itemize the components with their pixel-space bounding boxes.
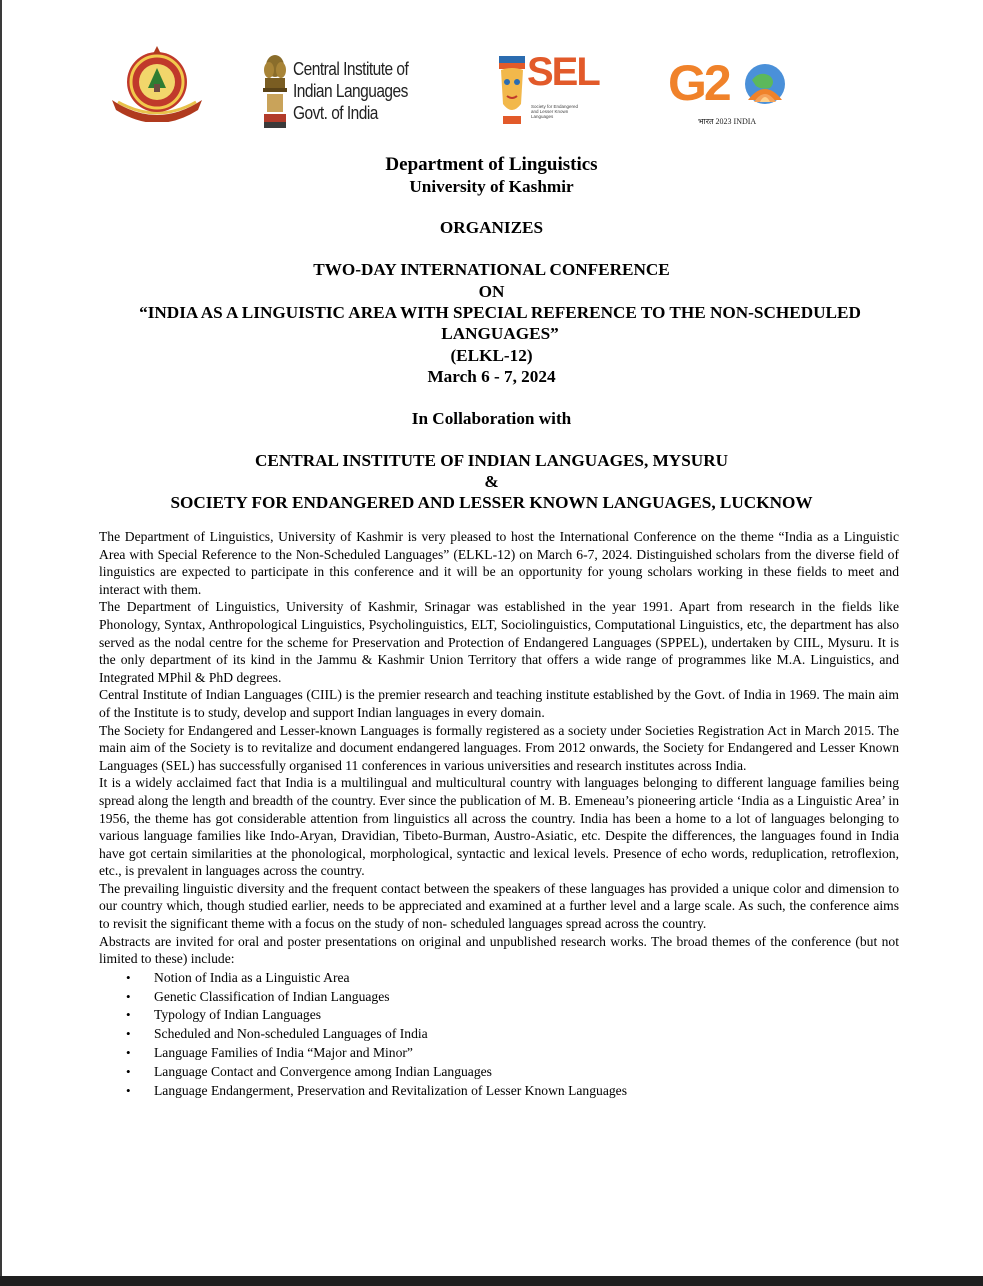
globe-lotus-icon [740, 60, 790, 110]
bullet-icon: • [126, 1007, 131, 1023]
g20-logo [668, 55, 792, 134]
theme-label: Language Families of India “Major and Minor” [154, 1045, 413, 1061]
ciil-logo [259, 50, 439, 134]
ciil-line-2: Indian Languages [293, 81, 408, 101]
paragraph-department: The Department of Linguistics, University of Kashmir, Srinagar was established in the year 1991. Apart from research in the fields like Phonology, Syntax, Anthropological Linguistics, Psycholinguistics, ELT, Sociolinguistics, Computational Linguistics, etc, the department has also served as the nodal centre for the scheme for Preservation and Protection of Endangered Languages (SPPEL), undertaken by CIIL, Mysuru. It is the only department of its kind in the Jammu & Kashmir Union Territory that offers a wide range of programmes like M.A. Linguistics, and Integrated MPhil & PhD degrees. [99, 599, 899, 685]
theme-label: Notion of India as a Linguistic Area [154, 969, 350, 985]
bullet-icon: • [126, 988, 131, 1004]
g20-mark [668, 54, 729, 112]
paragraph-sel: The Society for Endangered and Lesser-known Languages is formally registered as a society under Societies Registration Act in March 2015. The main aim of the Society is to revitalize and document endangered languages. From 2012 onwards, the Society for Endangered and Lesser Known Languages (SEL) has successfully organised 11 conferences in various universities and research institutes across India. [99, 722, 899, 773]
bullet-icon: • [126, 1082, 131, 1098]
organizes-heading: ORGANIZES [439, 218, 544, 237]
themes-list [99, 969, 899, 1101]
theme-label: Scheduled and Non-scheduled Languages of India [154, 1026, 428, 1042]
list-item [99, 969, 899, 988]
conference-heading: TWO-DAY INTERNATIONAL CONFERENCE [313, 260, 670, 279]
partner-sel: SOCIETY FOR ENDANGERED AND LESSER KNOWN LANGUAGES, LUCKNOW [170, 493, 813, 512]
page-bottom-bar [0, 1276, 983, 1286]
bullet-icon: • [126, 1045, 131, 1061]
paragraph-ciil: Central Institute of Indian Languages (CIIL) is the premier research and teaching institute established by the Govt. of India in 1969. The main aim of the Institute is to study, develop and support Indian languages in every domain. [99, 687, 899, 720]
g20-mark-letters: G2 [668, 55, 729, 111]
bullet-icon: • [126, 969, 131, 985]
department-heading: Department of Linguistics [385, 154, 598, 175]
paragraph-diversity: The prevailing linguistic diversity and the frequent contact between the speakers of these languages has provided a unique color and dimension to our country which, though studied earlier, needs to be appreciated and examined at a further level and a large scale. As such, the conference aims to revisit the significant theme with a focus on the study of non- scheduled languages spread across the country. [99, 880, 899, 932]
university-of-kashmir-logo [108, 44, 206, 122]
list-item [99, 1025, 899, 1044]
sel-subtitle: Society for Endangered and Lesser Known Languages [531, 104, 579, 119]
university-emblem-icon [108, 44, 206, 122]
ciil-logo-text [293, 58, 408, 124]
theme-label: Genetic Classification of Indian Languages [154, 988, 390, 1004]
list-item [99, 988, 899, 1007]
list-item [99, 1063, 899, 1082]
collaboration-heading: In Collaboration with [411, 409, 572, 428]
theme-label: Typology of Indian Languages [154, 1007, 322, 1023]
on-heading: ON [478, 282, 505, 301]
theme-label: Language Endangerment, Preservation and Revitalization of Lesser Known Languages [154, 1082, 627, 1098]
conference-theme: “INDIA AS A LINGUISTIC AREA WITH SPECIAL REFERENCE TO THE NON-SCHEDULED LANGUAGES” [139, 303, 861, 343]
list-item [99, 1044, 899, 1063]
bullet-icon: • [126, 1026, 131, 1042]
sel-logo [497, 50, 599, 128]
sel-mask-icon [497, 54, 527, 128]
theme-label: Language Contact and Convergence among Indian Languages [154, 1063, 492, 1079]
list-item [99, 1006, 899, 1025]
paragraph-abstracts: Abstracts are invited for oral and poster presentations on original and unpublished research works. The broad themes of the conference (but not limited to these) include: [99, 933, 899, 967]
sel-mark: SEL [527, 50, 599, 94]
g20-subtitle: भारत 2023 INDIA [698, 117, 757, 126]
conference-date: March 6 - 7, 2024 [427, 367, 556, 386]
body-text [99, 528, 899, 1100]
conference-code: (ELKL-12) [450, 346, 533, 365]
bullet-icon: • [126, 1063, 131, 1079]
national-emblem-icon [261, 52, 289, 130]
partner-ampersand: & [484, 472, 499, 491]
paragraph-linguistic-area: It is a widely acclaimed fact that India is a multilingual and multicultural country with languages belonging to different language families being spread along the length and breadth of the country. Ever since the publication of M. B. Emeneau’s pioneering article ‘India as a Linguistic Area’ in 1956, the theme has got considerable attention from linguistics all across the country. India has been a home to a lot of languages belonging to various language families like Indo-Aryan, Dravidian, Tibeto-Burman, Austro-Asiatic, etc. Despite the differences, the languages found in India have got certain similarities at the phonological, morphological, syntactic and lexical levels. Presence of echo words, reduplication, retroflexion, etc., is prevalent in languages across the country. [99, 775, 899, 879]
ciil-line-1: Central Institute of [293, 59, 409, 79]
list-item [99, 1082, 899, 1101]
paragraph-intro: The Department of Linguistics, University of Kashmir is very pleased to host the International Conference on the theme “India as a Linguistic Area with Special Reference to the Non-Scheduled Languages” (ELKL-12) on March 6-7, 2024. Distinguished scholars from the diverse field of linguistics are expected to participate in this conference and it will be an opportunity for young scholars working in these fields to meet and interact with them. [99, 529, 899, 597]
partner-ciil: CENTRAL INSTITUTE OF INDIAN LANGUAGES, MYSURU [254, 451, 729, 470]
university-heading: University of Kashmir [409, 177, 574, 196]
ciil-line-3: Govt. of India [293, 103, 378, 123]
